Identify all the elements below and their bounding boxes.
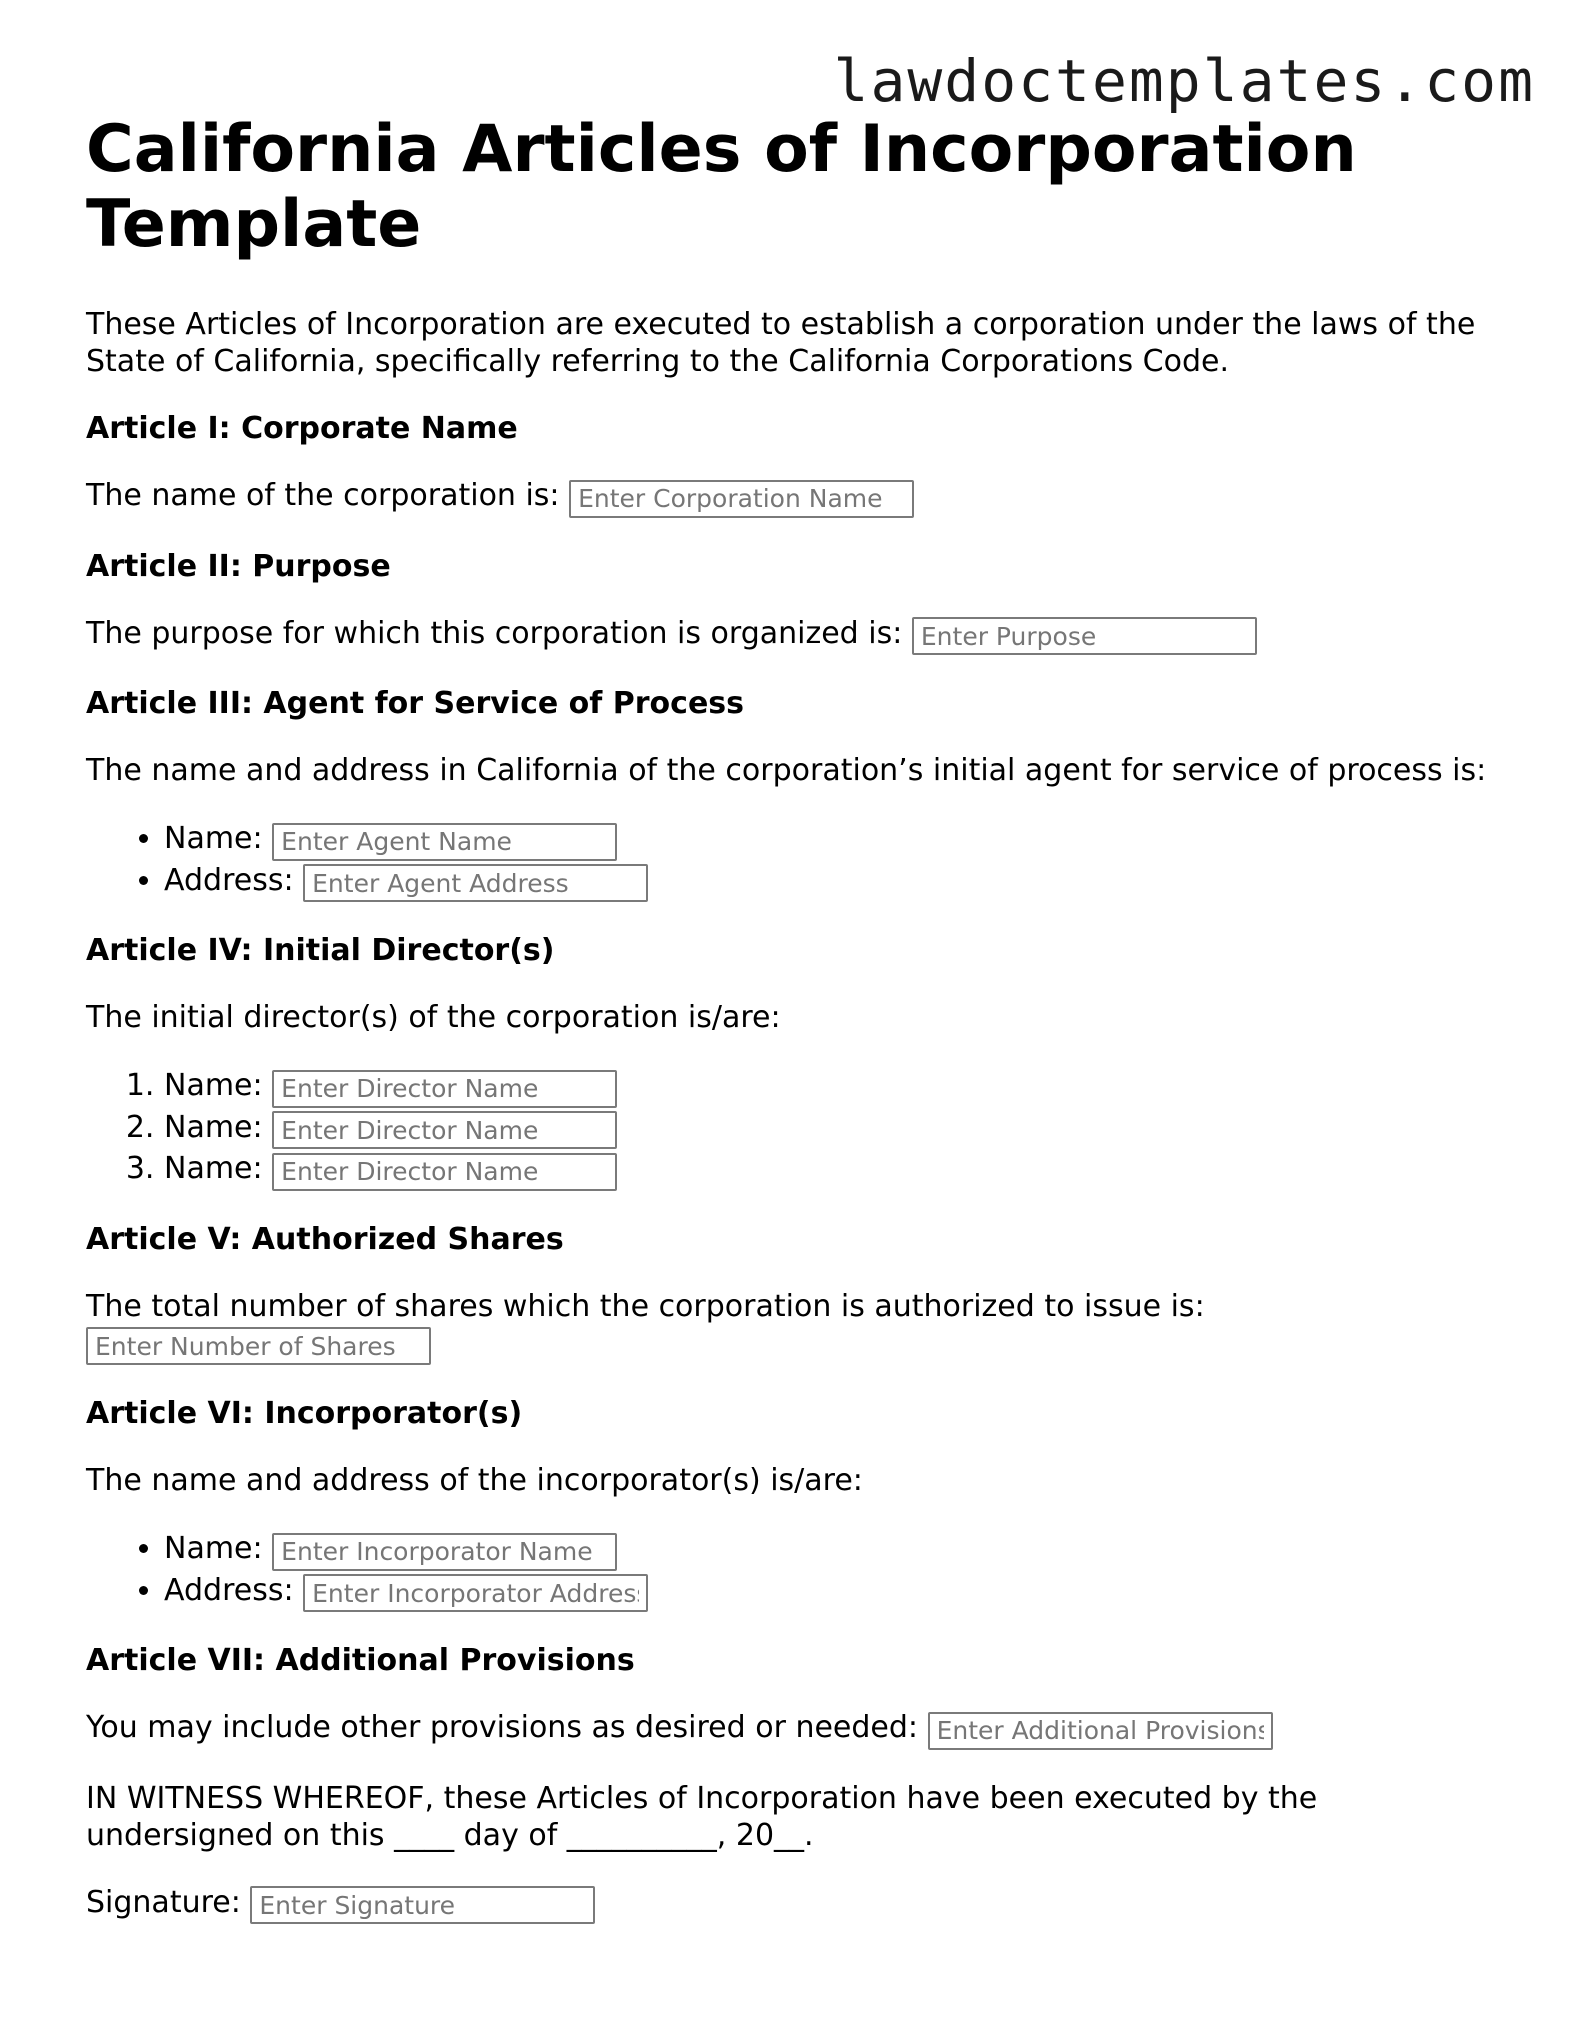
list-item	[164, 1066, 1506, 1108]
director-list	[86, 1066, 1506, 1191]
article-4-text: The initial director(s) of the corporation is/are:	[86, 1000, 781, 1035]
page-title: California Articles of Incorporation Template	[86, 112, 1357, 262]
director-3-name-input[interactable]	[272, 1153, 617, 1191]
article-6-heading: Article VI: Incorporator(s)	[86, 1396, 523, 1431]
article-7-paragraph	[86, 1709, 1506, 1750]
article-7-heading: Article VII: Additional Provisions	[86, 1643, 635, 1678]
article-4-heading: Article IV: Initial Director(s)	[86, 933, 555, 968]
article-5-text: The total number of shares which the corporation is authorized to issue is:	[86, 1288, 1205, 1324]
agent-name-input[interactable]	[272, 823, 617, 861]
director-2-name-input[interactable]	[272, 1111, 617, 1149]
list-item	[164, 1529, 1506, 1571]
purpose-input[interactable]	[912, 617, 1257, 655]
list-item	[164, 1108, 1506, 1150]
article-7-text: You may include other provisions as desired or needed:	[86, 1710, 919, 1745]
intro-paragraph: These Articles of Incorporation are executed to establish a corporation under the laws of the State of California, specifically referring to the California Corporations Code.	[86, 307, 1476, 379]
agent-list	[86, 819, 1506, 902]
article-3-text: The name and address in California of the corporation’s initial agent for service of process is:	[86, 753, 1487, 788]
article-5-paragraph	[86, 1288, 1506, 1366]
article-1-text: The name of the corporation is:	[86, 478, 560, 513]
document-body	[86, 112, 1506, 1924]
article-1-paragraph	[86, 477, 1506, 518]
site-watermark: lawdoctemplates.com	[833, 47, 1535, 115]
article-5-heading: Article V: Authorized Shares	[86, 1221, 564, 1257]
article-6-text: The name and address of the incorporator(s) is/are:	[86, 1463, 863, 1498]
agent-address-input[interactable]	[303, 864, 648, 902]
agent-address-label: Address:	[164, 862, 294, 898]
agent-name-label: Name:	[164, 821, 263, 856]
incorporator-name-input[interactable]	[272, 1533, 617, 1571]
list-item	[164, 1571, 1506, 1613]
director-name-label: Name:	[164, 1068, 263, 1103]
incorporator-name-label: Name:	[164, 1531, 263, 1566]
list-item	[164, 819, 1506, 861]
signature-label: Signature:	[86, 1884, 241, 1920]
article-3-heading: Article III: Agent for Service of Process	[86, 686, 745, 721]
additional-provisions-input[interactable]	[928, 1712, 1273, 1750]
director-name-label: Name:	[164, 1109, 263, 1145]
witness-paragraph: IN WITNESS WHEREOF, these Articles of Incorporation have been executed by the undersigned on this ____ day of __________, 20__.	[86, 1780, 1318, 1853]
list-item	[164, 861, 1506, 903]
shares-input[interactable]	[86, 1327, 431, 1365]
director-1-name-input[interactable]	[272, 1070, 617, 1108]
incorporator-list	[86, 1529, 1506, 1612]
article-2-text: The purpose for which this corporation is organized is:	[86, 615, 903, 651]
incorporator-address-label: Address:	[164, 1572, 294, 1608]
article-2-heading: Article II: Purpose	[86, 548, 391, 584]
article-1-heading: Article I: Corporate Name	[86, 411, 518, 446]
signature-line	[86, 1884, 1506, 1925]
signature-input[interactable]	[250, 1886, 595, 1924]
article-2-paragraph	[86, 615, 1506, 656]
director-name-label: Name:	[164, 1151, 263, 1186]
corporation-name-input[interactable]	[569, 480, 914, 518]
list-item	[164, 1149, 1506, 1191]
incorporator-address-input[interactable]	[303, 1574, 648, 1612]
